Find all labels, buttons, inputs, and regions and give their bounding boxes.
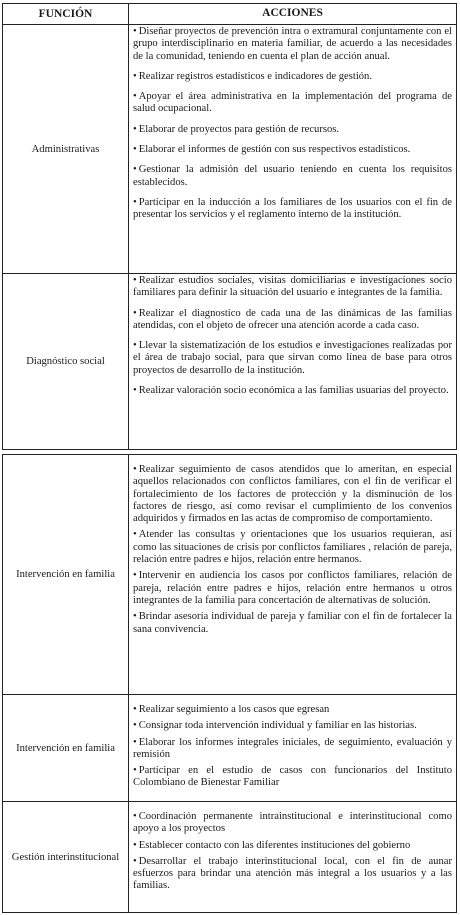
list-item: • Participar en la inducción a los familiares de los usuarios con el fin de presentar los servicios y el reglamento interno de la institución. (133, 196, 452, 221)
list-item: • Brindar asesoría individual de pareja y familiar con el fin de fortalecer la sana convivencia. (133, 611, 452, 635)
table-header-row (3, 4, 456, 24)
acciones-cell (129, 25, 456, 273)
list-item: • Gestionar la admisión del usuario teniendo en cuenta los requisitos establecidos. (133, 164, 452, 188)
list-item: • Establecer contacto con las diferentes instituciones del gobierno (133, 839, 411, 851)
list-item: • Diseñar proyectos de prevención intra o extramural conjuntamente con el grupo interdisciplinario en materia familiar, de acuerdo a las necesidades de la comunidad, teniendo en cuenta el plan de acción anual. (133, 26, 452, 62)
list-item: • Elaborar los informes integrales iniciales, de seguimiento, evaluación y remisión (133, 736, 452, 760)
funcion-cell: Administrativas (3, 25, 129, 273)
list-item: • Llevar la sistematización de los estudios e investigaciones realizadas por el área de trabajo social, para que sirvan como línea de base para otros proyectos de desarrollo de la institución. (133, 340, 452, 376)
table-row-intervencion-1 (3, 455, 456, 694)
table-row-gestion (3, 801, 456, 912)
list-item: • Participar en el estudio de casos con funcionarios del Instituto Colombiano de Bienestar Familiar (133, 765, 452, 789)
list-item: • Realizar valoración socio económica a las familias usuarias del proyecto. (133, 385, 449, 397)
list-item: • Atender las consultas y orientaciones que los usuarios requieran, así como las situaciones de crisis por conflictos familiares , relación de pareja, relación entre padres e hijos, relación entre hermanos. (133, 529, 452, 566)
acciones-cell (129, 274, 456, 449)
list-item: • Realizar el diagnostico de cada una de las dinámicas de las familias atendidas, con el objeto de ofrecer una atención acorde a cada caso. (133, 307, 452, 331)
acciones-cell (129, 695, 456, 801)
table-row-intervencion-2 (3, 694, 456, 801)
functions-table-1 (2, 3, 457, 450)
funcion-cell: Intervención en familia (3, 695, 129, 801)
list-item: • Consignar toda intervención individual y familiar en las historias. (133, 720, 417, 732)
funcion-cell: Diagnóstico social (3, 274, 129, 449)
list-item: • Desarrollar el trabajo interinstitucional local, con el fin de aunar esfuerzos para brindar una atención más integral a los usuarios y a las familias. (133, 855, 452, 892)
header-acciones: ACCIONES (262, 7, 323, 20)
list-item: • Realizar registros estadísticos e indicadores de gestión. (133, 70, 373, 82)
table-row-administrativas (3, 24, 456, 273)
functions-table-2 (2, 454, 457, 913)
list-item: • Realizar estudios sociales, visitas domiciliarias e investigaciones socio familiares para definir la situación del usuario e integrantes de la familia. (133, 275, 452, 299)
funcion-cell: Intervención en familia (3, 455, 129, 694)
table-row-diagnostico (3, 273, 456, 449)
list-item: • Apoyar el área administrativa en la implementación del programa de salud ocupacional. (133, 91, 452, 115)
list-item: • Elaborar de proyectos para gestión de recursos. (133, 123, 340, 135)
acciones-cell (129, 802, 456, 912)
funcion-cell: Gestión interinstitucional (3, 802, 129, 912)
list-item: • Realizar seguimiento a los casos que egresan (133, 704, 330, 715)
list-item: • Realizar seguimiento de casos atendidos que lo ameritan, en especial aquellos relacionados con conflictos familiares, con el fin de verificar el fortalecimiento de los factores de protección y la disminución de los factores de riesgo, así como revisar el cumplimiento de los convenios adquiridos y firmados en las actas de compromiso de comportamiento. (133, 464, 452, 525)
acciones-cell (129, 455, 456, 694)
list-item: • Elaborar el informes de gestión con sus respectivos estadísticos. (133, 144, 411, 156)
header-funcion: FUNCIÓN (3, 4, 129, 24)
list-item: • Coordinación permanente intrainstitucional e interinstitucional como apoyo a los proyectos (133, 811, 452, 835)
list-item: • Intervenir en audiencia los casos por conflictos familiares, relación de pareja, relación entre padres e hijos, relación entre hermanos u otros integrantes de la familia para concertación de alternativas de solución. (133, 570, 452, 606)
